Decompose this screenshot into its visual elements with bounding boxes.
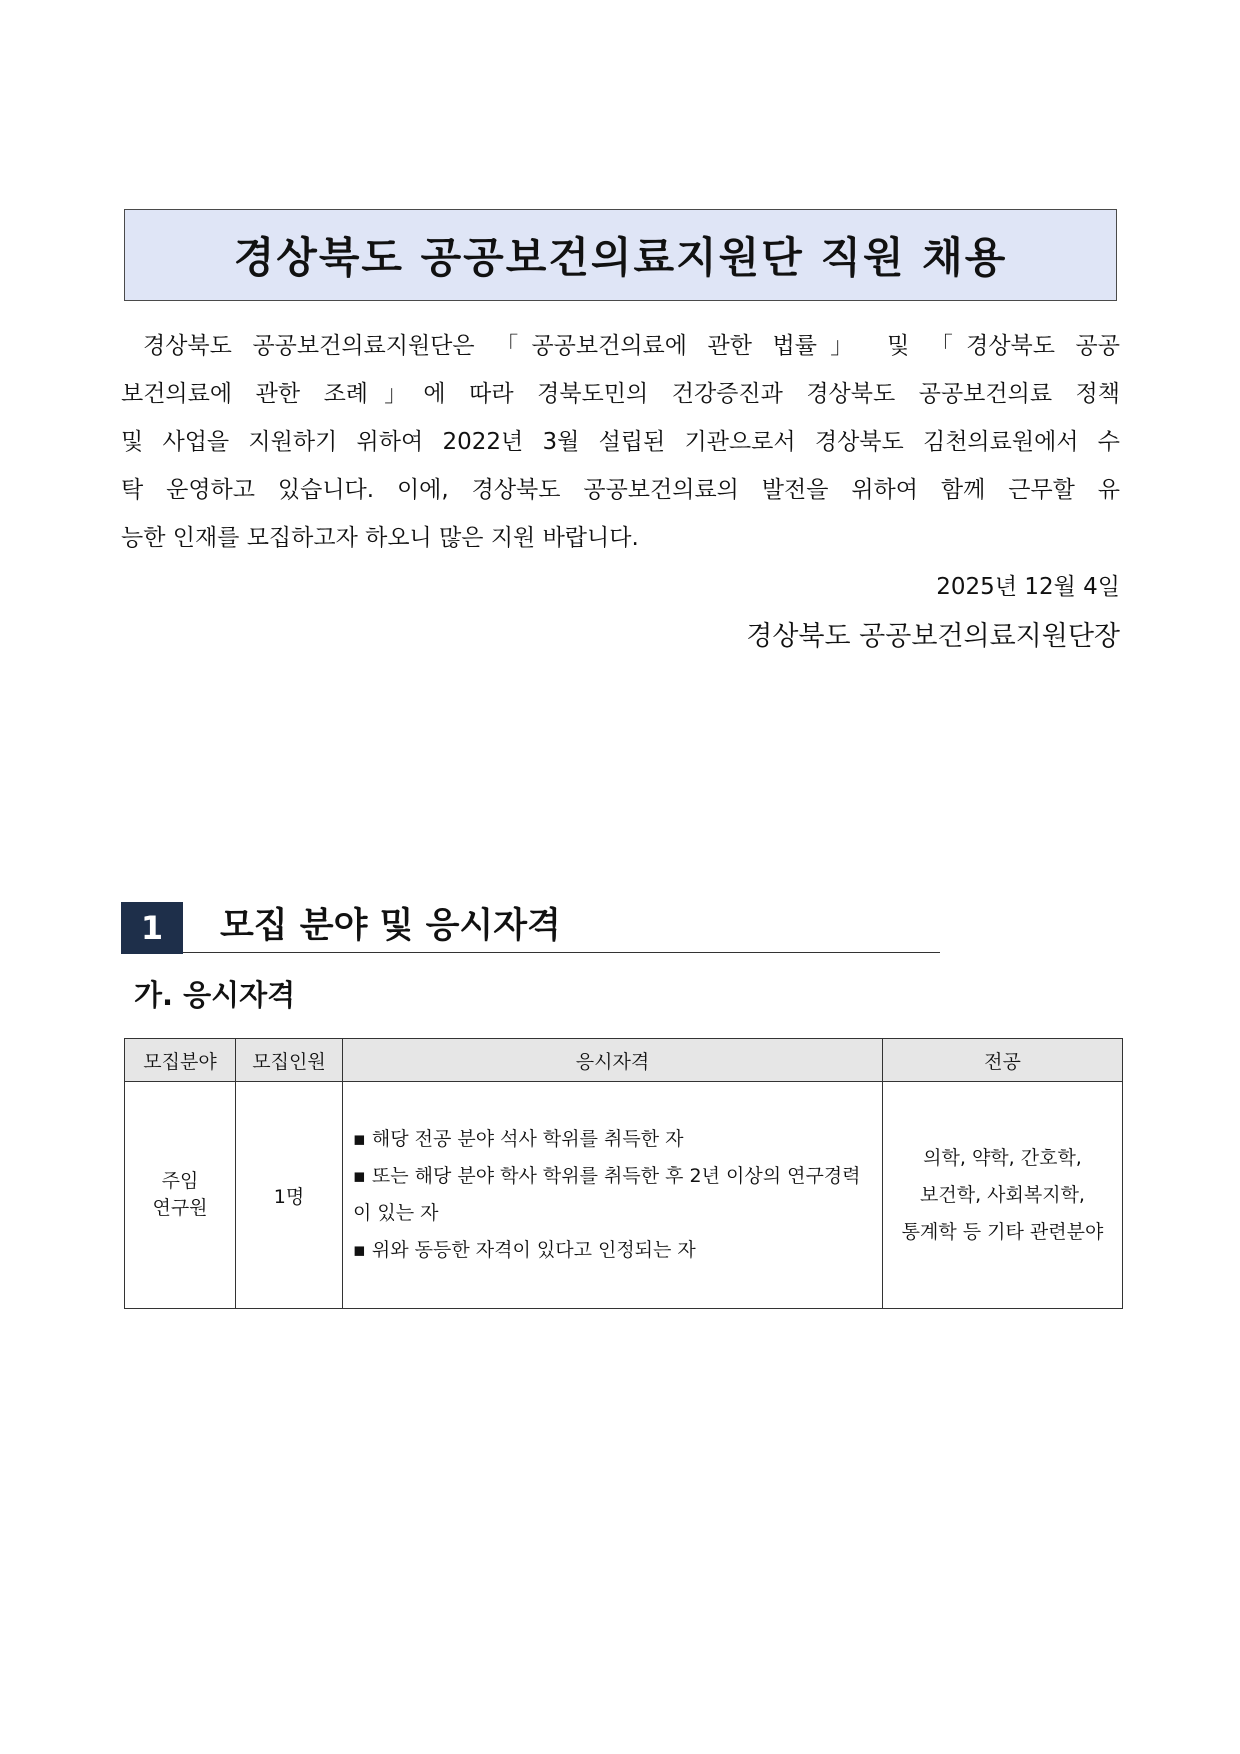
announcement-date: 2025년 12월 4일 [936, 574, 1120, 600]
qualification-item: ▪ 해당 전공 분야 석사 학위를 취득한 자 [353, 1128, 684, 1150]
section-title: 모집 분야 및 응시자격 [220, 906, 561, 946]
header-count: 모집인원 [236, 1039, 343, 1082]
field-cell [125, 1082, 236, 1309]
intro-line: 탁 운영하고 있습니다. 이에, 경상북도 공공보건의료의 발전을 위하여 함께 근무할 유 [121, 477, 1120, 503]
intro-line: 및 사업을 지원하기 위하여 2022년 3월 설립된 기관으로서 경상북도 김천의료원에서 수 [121, 429, 1120, 455]
qualification-cell [343, 1082, 883, 1309]
major-line: 보건학, 사회복지학, [920, 1183, 1085, 1206]
qualification-table [124, 1038, 1123, 1309]
intro-line: 능한 인재를 모집하고자 하오니 많은 지원 바랍니다. [121, 525, 639, 551]
major-cell [883, 1082, 1123, 1309]
intro-paragraph [121, 322, 1120, 562]
subsection-title: 가. 응시자격 [134, 978, 296, 1012]
header-major: 전공 [883, 1039, 1123, 1082]
major-line: 의학, 약학, 간호학, [923, 1146, 1082, 1169]
section-number-badge: 1 [121, 902, 183, 954]
table-row [125, 1082, 1123, 1309]
qualification-item: ▪ 또는 해당 분야 학사 학위를 취득한 후 2년 이상의 연구경력이 있는 자 [353, 1165, 861, 1224]
intro-line: 경상북도 공공보건의료지원단은 「공공보건의료에 관한 법률」 및 「경상북도 공공 [143, 333, 1120, 359]
document-title: 경상북도 공공보건의료지원단 직원 채용 [233, 233, 1008, 282]
table-header-row [125, 1039, 1123, 1082]
title-box [124, 209, 1117, 301]
count-cell: 1명 [236, 1082, 343, 1309]
major-line: 통계학 등 기타 관련분야 [901, 1220, 1104, 1243]
field-line: 주임 [161, 1170, 199, 1192]
header-field: 모집분야 [125, 1039, 236, 1082]
section-divider [183, 952, 940, 953]
qualification-item: ▪ 위와 동등한 자격이 있다고 인정되는 자 [353, 1239, 696, 1261]
intro-line: 보건의료에 관한 조례」에 따라 경북도민의 건강증진과 경상북도 공공보건의료 정책 [121, 381, 1120, 407]
header-qualification: 응시자격 [343, 1039, 883, 1082]
signer: 경상북도 공공보건의료지원단장 [746, 621, 1120, 652]
field-line: 연구원 [152, 1197, 208, 1219]
